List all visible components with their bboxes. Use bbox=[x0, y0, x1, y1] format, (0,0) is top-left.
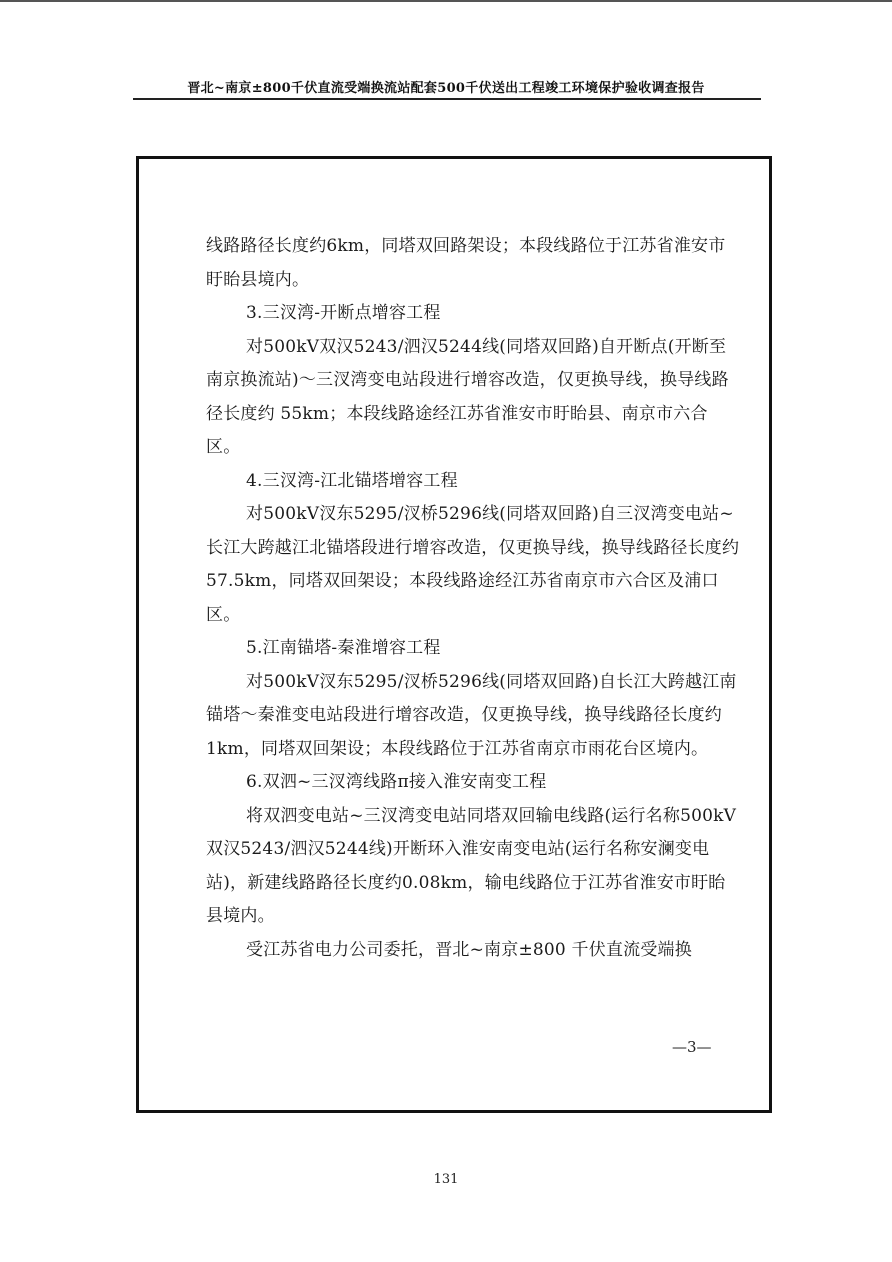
report-header-title: 晋北~南京±800千伏直流受端换流站配套500千伏送出工程竣工环境保护验收调查报告 bbox=[187, 81, 705, 96]
paragraph: 对500kV汊东5295/汊桥5296线(同塔双回路)自长江大跨越江南锚塔～秦淮变电站段进行增容改造，仅更换导线，换导线路径长度约1km，同塔双回架设；本段线路位于江苏省南京市雨花台区境内。 bbox=[206, 671, 737, 759]
paragraph: 对500kV双汉5243/泗汉5244线(同塔双回路)自开断点(开断至南京换流站)～三汊湾变电站段进行增容改造，仅更换导线，换导线路径长度约 55km；本段线路途经江苏省淮安市盱眙县、南京市六合区。 bbox=[206, 336, 729, 457]
inner-page-number: —3— bbox=[672, 1038, 712, 1056]
section-heading: 4.三汊湾-江北锚塔增容工程 bbox=[246, 470, 458, 491]
paragraph: 对500kV汊东5295/汊桥5296线(同塔双回路)自三汊湾变电站~长江大跨越江北锚塔段进行增容改造，仅更换导线，换导线路径长度约 57.5km，同塔双回架设；本段线路途经江苏省南京市六合区及浦口区。 bbox=[206, 504, 740, 625]
section-heading: 3.三汊湾-开断点增容工程 bbox=[246, 303, 441, 323]
paragraph: 受江苏省电力公司委托，晋北~南京±800 千伏直流受端换 bbox=[246, 939, 692, 960]
section-heading: 6.双泗~三汊湾线路π接入淮安南变工程 bbox=[246, 772, 547, 792]
header-divider bbox=[133, 98, 761, 100]
page-number: 131 bbox=[433, 1172, 459, 1187]
body-text bbox=[206, 230, 741, 967]
paragraph: 线路路径长度约6km，同塔双回路架设；本段线路位于江苏省淮安市盱眙县境内。 bbox=[206, 236, 726, 290]
section-heading: 5.江南锚塔-秦淮增容工程 bbox=[246, 638, 441, 658]
paragraph: 将双泗变电站~三汊湾变电站同塔双回输电线路(运行名称500kV双汉5243/泗汉5244线)开断环入淮安南变电站(运行名称安澜变电站)，新建线路路径长度约0.08km，输电线路位于江苏省淮安市盱眙县境内。 bbox=[206, 805, 737, 926]
top-border-line bbox=[0, 0, 892, 2]
